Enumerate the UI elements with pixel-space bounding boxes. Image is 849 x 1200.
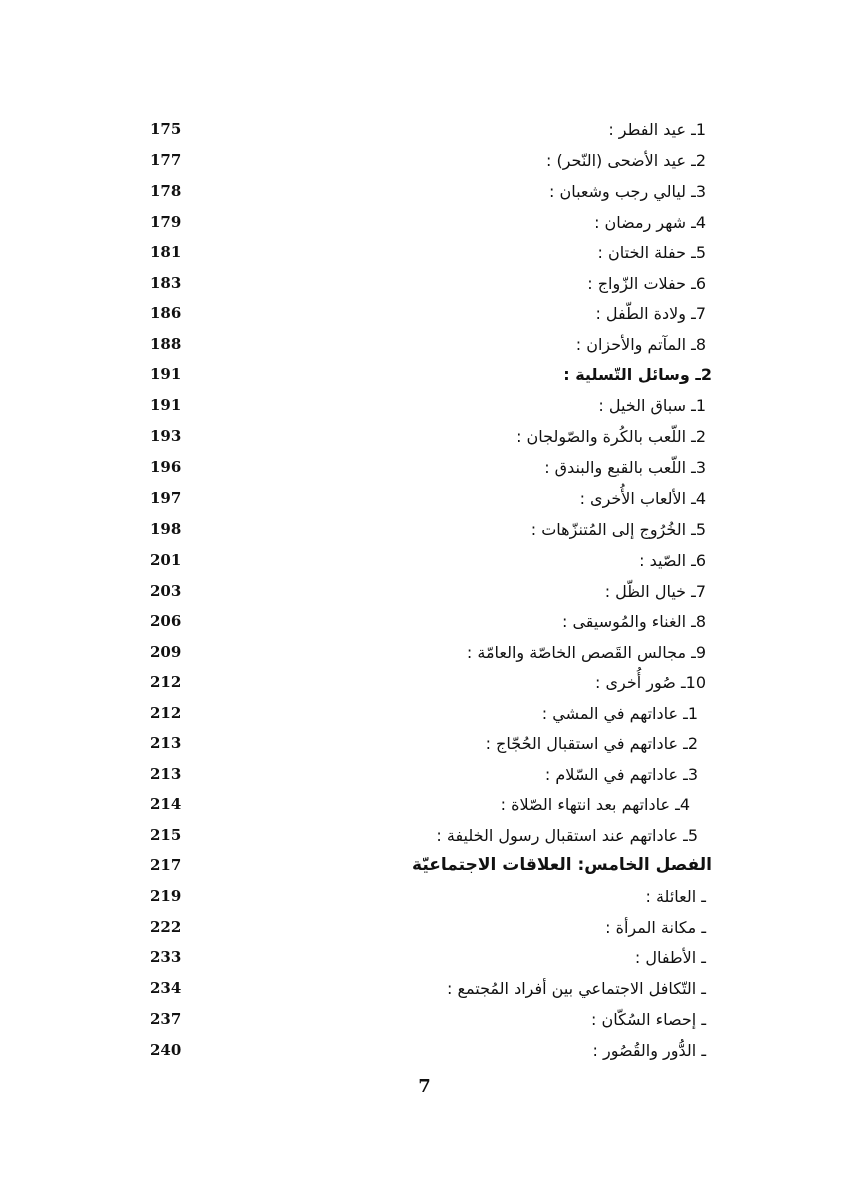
toc-entry (140, 1035, 712, 1066)
toc-entry-page: 234 (150, 979, 182, 997)
toc-entry-title: 1ـ سباق الخيل : (598, 396, 706, 415)
toc-entry-title: 8ـ الغناء والمُوسيقى : (561, 612, 706, 631)
toc-entry (140, 176, 712, 207)
toc-entry-title: 4ـ عاداتهم بعد انتهاء الصّلاة : (500, 795, 690, 814)
toc-entry (140, 390, 712, 421)
toc-entry-page: 186 (150, 304, 182, 322)
toc-entry-title: 2ـ وسائل التّسلية : (563, 365, 712, 384)
toc-entry-page: 179 (150, 213, 182, 231)
toc-entry-title: ـ مكانة المرأة : (605, 918, 706, 937)
toc-entry-page: 181 (150, 243, 182, 261)
toc-entry-title: 6ـ حفلات الزّواج : (587, 274, 706, 293)
toc-entry (140, 268, 712, 299)
toc-entry (140, 912, 712, 943)
toc-entry-title: 5ـ عاداتهم عند استقبال رسول الخليفة : (436, 826, 698, 845)
toc-entry-page: 217 (150, 856, 182, 874)
toc-entry-page: 196 (150, 458, 182, 476)
toc-entry-title: 6ـ الصّيد : (639, 551, 706, 570)
toc-entry (140, 698, 712, 729)
toc-entry-title: 4ـ الألعاب الأُخرى : (579, 489, 706, 508)
toc-entry-title: ـ التّكافل الاجتماعي بين أفراد المُجتمع : (447, 979, 706, 998)
toc-entry-title: ـ العائلة : (645, 887, 706, 906)
toc-entry-title: ـ الأطفال : (634, 948, 706, 967)
toc-entry (140, 483, 712, 514)
toc-entry-page: 233 (150, 948, 182, 966)
toc-entry (140, 145, 712, 176)
toc-entry-title: 3ـ ليالي رجب وشعبان : (548, 182, 706, 201)
toc-entry-title: 2ـ عاداتهم في استقبال الحُجّاج : (485, 734, 698, 753)
toc-entry-page: 178 (150, 182, 182, 200)
toc-entry-title: ـ الدُّور والقُصُور : (592, 1041, 706, 1060)
toc-entry (140, 942, 712, 973)
toc-entry-title: 7ـ خيال الظّل : (604, 582, 706, 601)
toc-entry-page: 212 (150, 673, 182, 691)
toc-entry (140, 667, 712, 698)
toc-entry-title: 2ـ عيد الأضحى (النّحر) : (546, 151, 706, 170)
toc-entry-title: 4ـ شهر رمضان : (594, 213, 706, 232)
toc-entry (140, 789, 712, 820)
toc-entry-title: الفصل الخامس: العلاقات الاجتماعيّة (412, 855, 712, 875)
toc-entry-page: 191 (150, 365, 182, 383)
toc-entry-page: 240 (150, 1041, 182, 1059)
toc-entry (140, 207, 712, 238)
toc-entry (140, 114, 712, 145)
toc-entry (140, 545, 712, 576)
toc-entry-title: 5ـ حفلة الختان : (597, 243, 706, 262)
toc-entry-title: 10ـ صُور أُخرى : (595, 673, 706, 692)
toc-entry-page: 212 (150, 704, 182, 722)
toc-entry-page: 201 (150, 551, 182, 569)
toc-entry (140, 637, 712, 668)
toc-entry-page: 206 (150, 612, 182, 630)
toc-entry-page: 237 (150, 1010, 182, 1028)
toc-entry-page: 191 (150, 396, 182, 414)
toc-entry (140, 820, 712, 851)
toc-entry-page: 197 (150, 489, 182, 507)
toc-entry-page: 213 (150, 765, 182, 783)
toc-entry-page: 222 (150, 918, 182, 936)
toc-entry-page: 209 (150, 643, 182, 661)
toc-entry (140, 576, 712, 607)
toc-entry-title: 3ـ اللّعب بالقبع والبندق : (544, 458, 706, 477)
toc-entry-title: 1ـ عاداتهم في المشي : (541, 704, 698, 723)
toc-entry (140, 298, 712, 329)
toc-entry-page: 203 (150, 582, 182, 600)
toc-entry-title: 7ـ ولادة الطّفل : (595, 304, 706, 323)
toc-entry (140, 421, 712, 452)
toc-entry-page: 198 (150, 520, 182, 538)
toc-entry-page: 177 (150, 151, 182, 169)
toc-entry-title: 8ـ المآتم والأحزان : (575, 335, 706, 354)
toc-entry (140, 728, 712, 759)
toc-entry-page: 215 (150, 826, 182, 844)
toc-entry-page: 183 (150, 274, 182, 292)
toc-entry-title: 5ـ الخُرُوج إلى المُتنزّهات : (530, 520, 706, 539)
toc-entry-page: 213 (150, 734, 182, 752)
toc-entry (140, 606, 712, 637)
toc-entry-title: 2ـ اللّعب بالكُرة والصّولجان : (516, 427, 706, 446)
toc-entry-page: 175 (150, 120, 182, 138)
toc-entry-title: 9ـ مجالس القَصص الخاصّة والعامّة : (466, 643, 706, 662)
toc-chapter-heading (140, 850, 712, 881)
toc-entry (140, 452, 712, 483)
page-number: 7 (418, 1076, 431, 1097)
toc-entry-page: 219 (150, 887, 182, 905)
toc-entry (140, 359, 712, 390)
toc-entry-page: 214 (150, 795, 182, 813)
toc-entry-page: 193 (150, 427, 182, 445)
toc-entry-title: ـ إحصاء السُكّان : (591, 1010, 706, 1029)
toc-entry-title: 1ـ عيد الفطر : (608, 120, 706, 139)
toc-entry (140, 329, 712, 360)
toc-entry (140, 973, 712, 1004)
toc-entry (140, 514, 712, 545)
toc-entry-title: 3ـ عاداتهم في السّلام : (544, 765, 698, 784)
toc-entry (140, 759, 712, 790)
toc-entry (140, 1004, 712, 1035)
toc-entry (140, 237, 712, 268)
toc-entry-page: 188 (150, 335, 182, 353)
toc-entry (140, 881, 712, 912)
